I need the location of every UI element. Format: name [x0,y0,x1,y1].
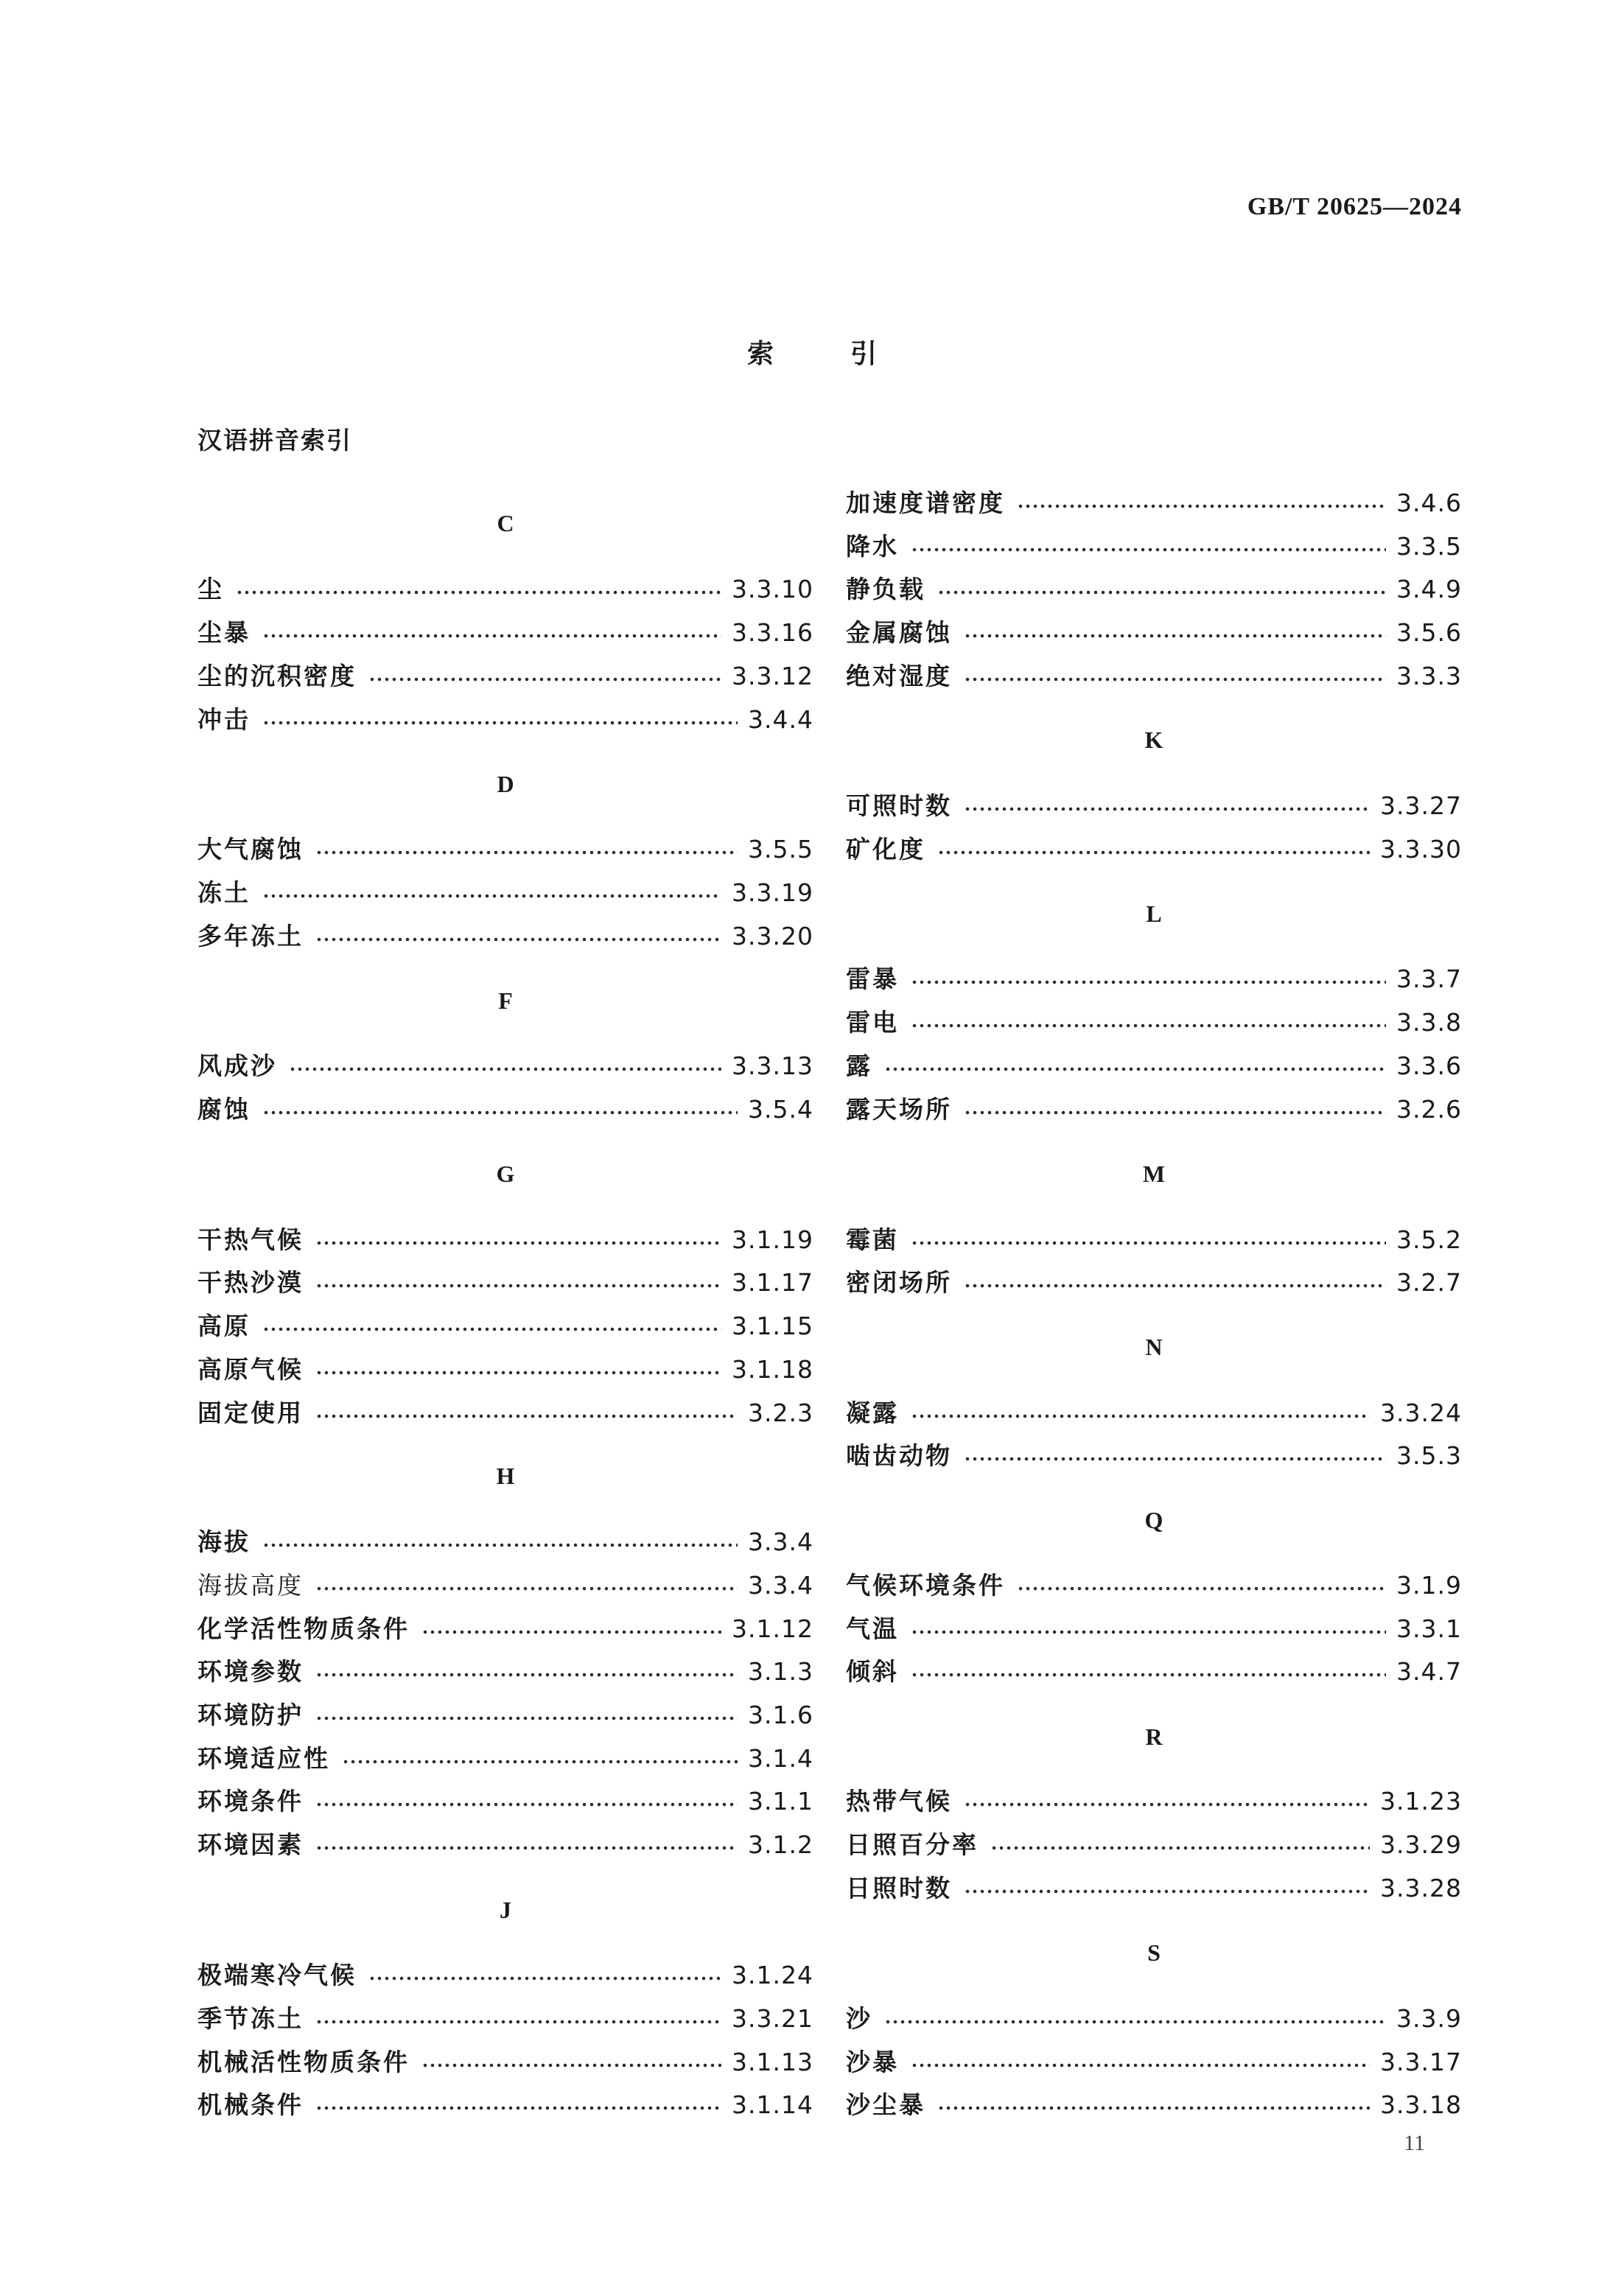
index-entry [197,2002,813,2036]
dot-leader [315,1802,738,1807]
entry-term: 尘暴 [197,618,251,647]
entry-term: 固定使用 [197,1398,304,1427]
entry-term: 倾斜 [846,1657,899,1686]
dot-leader [315,1846,738,1850]
dot-leader [315,1370,721,1375]
dot-leader [236,590,721,595]
entry-term: 尘 [197,575,224,603]
dot-leader [964,1110,1386,1115]
dot-leader [315,850,738,855]
index-entry [846,1612,1462,1646]
index-entry [197,2088,813,2122]
entry-ref: 3.5.5 [748,835,813,864]
entry-term: 可照时数 [846,791,952,820]
dot-leader [262,721,738,725]
dot-leader [262,634,721,638]
entry-term: 绝对湿度 [846,662,952,690]
entry-ref: 3.5.6 [1396,618,1462,647]
section-letter: N [1145,1334,1163,1360]
index-entry [197,1828,813,1862]
page-number: 11 [1404,2131,1425,2155]
entry-ref: 3.3.19 [732,878,813,907]
entry-term: 冻土 [197,878,251,907]
entry-term: 霉菌 [846,1225,899,1254]
section-letter: G [496,1160,515,1187]
entry-ref: 3.3.6 [1396,1051,1462,1080]
dot-leader [289,1067,721,1071]
dot-leader [262,1327,721,1331]
index-entry [197,703,813,737]
entry-ref: 3.1.18 [732,1355,813,1384]
index-entry [197,616,813,650]
entry-ref: 3.1.15 [732,1312,813,1340]
index-entry [197,1612,813,1646]
index-entry [846,1093,1462,1127]
entry-ref: 3.3.4 [748,1571,813,1600]
index-entry [846,1396,1462,1430]
entry-term: 海拔 [197,1527,251,1556]
dot-leader [911,1241,1386,1245]
dot-leader [884,1067,1386,1071]
entry-term: 环境参数 [197,1657,304,1686]
entry-term: 机械活性物质条件 [197,2048,410,2076]
entry-ref: 3.1.14 [732,2090,813,2119]
entry-ref: 3.1.12 [732,1614,813,1643]
dot-leader [315,2020,721,2024]
dot-leader [911,980,1386,984]
entry-term: 雷电 [846,1008,899,1037]
index-entry [846,1828,1462,1862]
dot-leader [911,1630,1386,1634]
entry-ref: 3.3.3 [1396,662,1462,690]
section-letter: D [497,771,514,797]
entry-term: 大气腐蚀 [197,835,304,864]
entry-ref: 3.1.1 [748,1787,813,1816]
index-entry [846,1569,1462,1603]
index-entry [197,573,813,606]
section-letter: R [1145,1723,1163,1750]
index-entry [197,659,813,693]
entry-ref: 3.3.16 [732,618,813,647]
entry-ref: 3.3.17 [1380,2048,1462,2076]
entry-ref: 3.3.30 [1380,835,1462,864]
index-entry [197,1958,813,1992]
dot-leader [911,1414,1370,1418]
dot-leader [315,1673,738,1677]
entry-ref: 3.3.10 [732,575,813,603]
entry-term: 密闭场所 [846,1268,952,1297]
entry-ref: 3.5.2 [1396,1225,1462,1254]
entry-ref: 3.3.24 [1380,1398,1462,1427]
index-entry [197,1785,813,1818]
dot-leader [315,1284,721,1288]
entry-ref: 3.1.13 [732,2048,813,2076]
entry-ref: 3.3.27 [1380,791,1462,820]
entry-ref: 3.1.17 [732,1268,813,1297]
entry-term: 高原 [197,1312,251,1340]
section-letter: Q [1144,1507,1163,1533]
index-entry [846,789,1462,823]
entry-term: 矿化度 [846,835,925,864]
entry-ref: 3.3.28 [1380,1874,1462,1902]
page-title [0,333,1624,371]
entry-ref: 3.1.23 [1380,1787,1462,1816]
entry-term: 凝露 [846,1398,899,1427]
dot-leader [937,590,1386,595]
entry-ref: 3.3.8 [1396,1008,1462,1037]
entry-term: 季节冻土 [197,2004,304,2033]
entry-term: 日照百分率 [846,1830,979,1859]
entry-term: 啮齿动物 [846,1441,952,1470]
dot-leader [937,850,1370,855]
index-entry [197,1266,813,1300]
entry-term: 热带气候 [846,1787,952,1816]
dot-leader [964,1889,1370,1894]
dot-leader [262,1543,738,1547]
entry-term: 环境因素 [197,1830,304,1859]
entry-term: 气温 [846,1614,899,1643]
title-char-2: 引 [850,339,878,369]
dot-leader [990,1846,1370,1850]
entry-ref: 3.4.7 [1396,1657,1462,1686]
entry-term: 多年冻土 [197,922,304,951]
entry-term: 干热气候 [197,1225,304,1254]
entry-ref: 3.3.20 [732,922,813,951]
entry-term: 沙 [846,2004,872,2033]
dot-leader [964,1284,1386,1288]
index-entry [846,2002,1462,2036]
entry-ref: 3.3.13 [732,1051,813,1080]
index-entry [846,1223,1462,1257]
entry-ref: 3.1.9 [1396,1571,1462,1600]
index-entry [846,2045,1462,2079]
section-letter: L [1146,900,1162,927]
entry-term: 环境防护 [197,1701,304,1729]
dot-leader [911,2063,1370,2068]
entry-ref: 3.3.12 [732,662,813,690]
index-entry [197,920,813,953]
entry-term: 海拔高度 [197,1571,304,1600]
entry-ref: 3.3.29 [1380,1830,1462,1859]
dot-leader [421,1630,721,1634]
dot-leader [964,807,1370,811]
index-entry [846,1785,1462,1818]
index-entry [197,1525,813,1559]
dot-leader [937,2106,1370,2110]
title-char-1: 索 [746,339,774,369]
index-entry [197,1569,813,1603]
entry-ref: 3.3.21 [732,2004,813,2033]
entry-ref: 3.4.6 [1396,489,1462,517]
dot-leader [315,1414,738,1418]
entry-term: 雷暴 [846,965,899,993]
entry-term: 风成沙 [197,1051,277,1080]
dot-leader [911,547,1386,552]
dot-leader [315,937,721,942]
entry-term: 腐蚀 [197,1095,251,1124]
entry-term: 露天场所 [846,1095,952,1124]
section-letter: H [496,1463,515,1489]
entry-term: 沙暴 [846,2048,899,2076]
entry-term: 加速度谱密度 [846,489,1005,517]
section-letter: J [500,1897,511,1923]
entry-term: 露 [846,1051,872,1080]
entry-ref: 3.1.19 [732,1225,813,1254]
entry-ref: 3.1.4 [748,1744,813,1773]
entry-term: 化学活性物质条件 [197,1614,410,1643]
section-letter: F [498,987,513,1014]
dot-leader [964,1457,1386,1461]
entry-ref: 3.2.3 [748,1398,813,1427]
dot-leader [911,1023,1386,1028]
entry-term: 极端寒冷气候 [197,1961,357,1989]
entry-term: 沙尘暴 [846,2090,925,2119]
dot-leader [315,1241,721,1245]
entry-term: 日照时数 [846,1874,952,1902]
index-subtitle: 汉语拼音索引 [197,426,352,455]
dot-leader [964,1802,1370,1807]
index-entry [197,1742,813,1776]
section-letter: S [1147,1939,1161,1966]
dot-leader [964,634,1386,638]
standard-code: GB/T 20625—2024 [1247,193,1462,220]
index-entry [197,1093,813,1127]
entry-term: 冲击 [197,705,251,734]
index-entry [846,486,1462,520]
index-entry [846,1266,1462,1300]
index-entry [846,573,1462,606]
entry-ref: 3.1.6 [748,1701,813,1729]
entry-ref: 3.4.9 [1396,575,1462,603]
index-entry [197,1655,813,1689]
index-entry [197,1309,813,1343]
dot-leader [1017,504,1386,508]
index-entry [846,616,1462,650]
dot-leader [911,1673,1386,1677]
index-entry [846,530,1462,564]
entry-term: 干热沙漠 [197,1268,304,1297]
entry-ref: 3.3.7 [1396,965,1462,993]
entry-term: 静负载 [846,575,925,603]
entry-term: 环境适应性 [197,1744,330,1773]
entry-term: 高原气候 [197,1355,304,1384]
entry-ref: 3.1.2 [748,1830,813,1859]
index-entry [197,1223,813,1257]
index-entry [846,1872,1462,1905]
entry-term: 金属腐蚀 [846,618,952,647]
dot-leader [964,677,1386,682]
dot-leader [1017,1586,1386,1591]
entry-ref: 3.3.9 [1396,2004,1462,2033]
entry-ref: 3.3.5 [1396,532,1462,561]
section-letter: K [1144,727,1163,753]
dot-leader [262,894,721,898]
entry-term: 尘的沉积密度 [197,662,357,690]
entry-ref: 3.4.4 [748,705,813,734]
entry-term: 气候环境条件 [846,1571,1005,1600]
dot-leader [368,1976,721,1981]
index-entry [846,1439,1462,1473]
index-entry [197,1396,813,1430]
dot-leader [342,1760,738,1764]
dot-leader [315,2106,721,2110]
index-entry [197,1353,813,1387]
entry-ref: 3.5.3 [1396,1441,1462,1470]
dot-leader [884,2020,1386,2024]
entry-ref: 3.3.18 [1380,2090,1462,2119]
index-entry [846,1049,1462,1083]
dot-leader [315,1586,738,1591]
dot-leader [421,2063,721,2068]
entry-term: 降水 [846,532,899,561]
index-entry [197,876,813,910]
index-entry [846,659,1462,693]
index-entry [197,833,813,867]
dot-leader [368,677,721,682]
index-entry [846,1006,1462,1040]
index-entry [846,962,1462,996]
entry-term: 环境条件 [197,1787,304,1816]
entry-ref: 3.1.3 [748,1657,813,1686]
index-entry [197,1698,813,1732]
index-entry [846,833,1462,867]
section-letter: M [1142,1160,1166,1187]
dot-leader [315,1716,738,1720]
entry-ref: 3.3.1 [1396,1614,1462,1643]
entry-ref: 3.1.24 [732,1961,813,1989]
entry-ref: 3.5.4 [748,1095,813,1124]
index-entry [197,2045,813,2079]
index-entry [197,1049,813,1083]
index-entry [846,2088,1462,2122]
entry-ref: 3.2.7 [1396,1268,1462,1297]
entry-term: 机械条件 [197,2090,304,2119]
entry-ref: 3.3.4 [748,1527,813,1556]
section-letter: C [497,510,514,536]
dot-leader [262,1110,738,1115]
index-entry [846,1655,1462,1689]
entry-ref: 3.2.6 [1396,1095,1462,1124]
